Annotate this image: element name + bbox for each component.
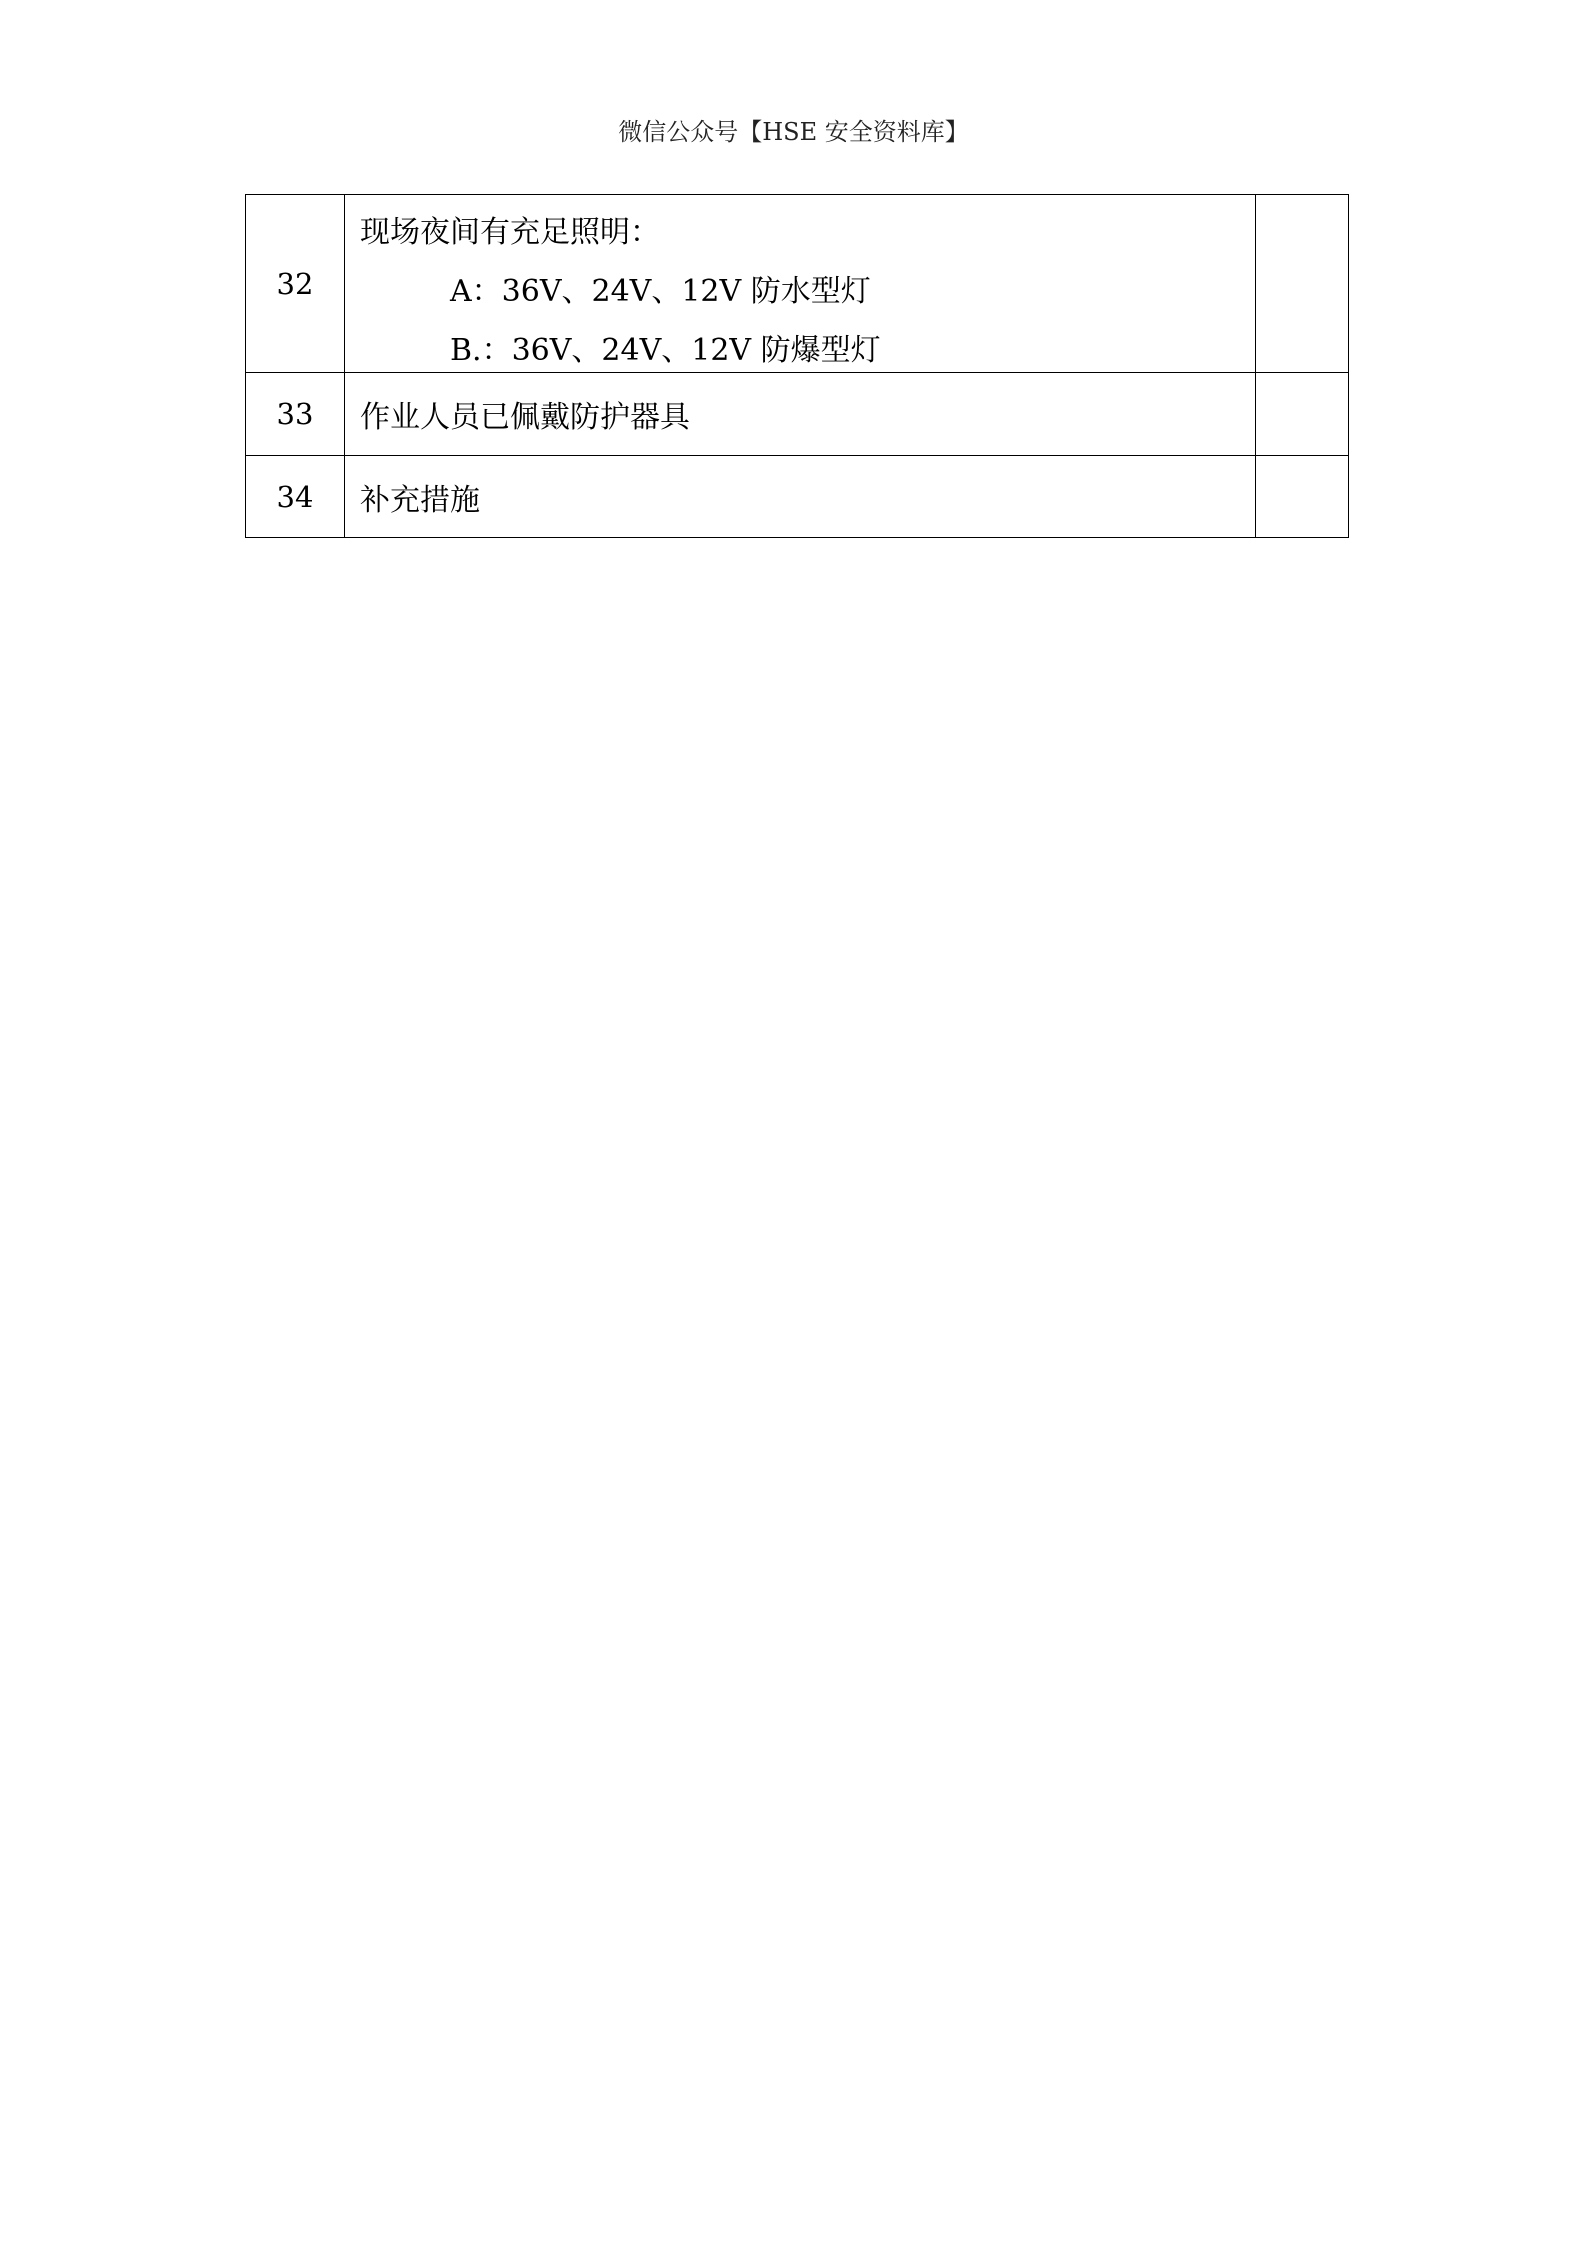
item-number: 32 bbox=[246, 195, 345, 372]
item-content bbox=[345, 456, 1256, 537]
item-title: 补充措施 bbox=[360, 482, 480, 518]
item-content bbox=[345, 373, 1256, 455]
check-cell bbox=[1256, 195, 1348, 372]
table-row bbox=[246, 455, 1348, 537]
page-header: 微信公众号【HSE 安全资料库】 bbox=[618, 118, 969, 146]
item-option: A：36V、24V、12V 防水型灯 bbox=[450, 274, 871, 309]
item-content bbox=[345, 195, 1256, 372]
check-cell bbox=[1256, 456, 1348, 537]
item-number: 34 bbox=[246, 456, 345, 537]
item-number: 33 bbox=[246, 373, 345, 455]
checklist-table bbox=[245, 194, 1349, 538]
item-title: 作业人员已佩戴防护器具 bbox=[360, 400, 690, 435]
table-row bbox=[246, 372, 1348, 455]
item-title: 现场夜间有充足照明： bbox=[360, 215, 660, 250]
check-cell bbox=[1256, 373, 1348, 455]
table-row bbox=[246, 195, 1348, 372]
item-option: B.：36V、24V、12V 防爆型灯 bbox=[450, 333, 881, 368]
